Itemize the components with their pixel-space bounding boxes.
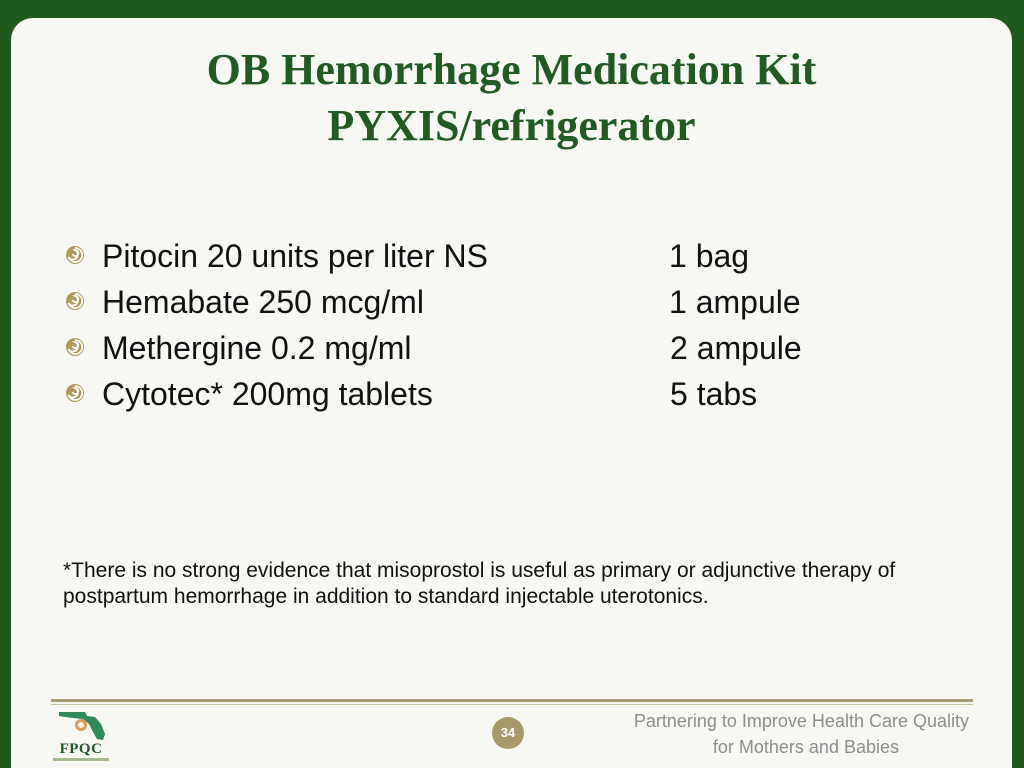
fpqc-logo (51, 708, 111, 766)
medication-list (61, 236, 961, 420)
title-line-2: PYXIS/refrigerator (327, 101, 696, 150)
medication-name: Methergine 0.2 mg/ml (102, 330, 412, 366)
medication-name: Pitocin 20 units per liter NS (102, 238, 488, 274)
swirl-bullet-icon (65, 383, 85, 403)
swirl-bullet-icon (65, 245, 85, 265)
logo-text: FPQC (59, 741, 103, 757)
medication-name: Cytotec* 200mg tablets (102, 376, 433, 412)
title-line-1: OB Hemorrhage Medication Kit (206, 45, 817, 94)
swirl-bullet-icon (65, 337, 85, 357)
tagline-line-1: Partnering to Improve Health Care Quality (633, 711, 969, 731)
slide-title (11, 42, 1012, 154)
list-item (61, 236, 961, 282)
slide (11, 18, 1012, 768)
list-item (61, 282, 961, 328)
florida-map-icon (51, 708, 111, 742)
list-item (61, 374, 961, 420)
medication-quantity: 5 tabs (670, 376, 758, 412)
footer-tagline (571, 708, 969, 760)
footer-divider (51, 699, 973, 702)
logo-underline (53, 758, 109, 761)
list-item (61, 328, 961, 374)
swirl-bullet-icon (65, 291, 85, 311)
page-number-badge: 34 (492, 717, 524, 749)
footer-divider-thin (51, 704, 973, 705)
medication-quantity: 2 ampule (670, 330, 802, 366)
medication-name: Hemabate 250 mcg/ml (102, 284, 424, 320)
footnote: *There is no strong evidence that misoprostol is useful as primary or adjunctive therapy of postpartum hemorrhage in addition to standard injectable uterotonics. (63, 559, 896, 608)
tagline-line-2: for Mothers and Babies (712, 737, 899, 757)
medication-quantity: 1 bag (669, 238, 750, 274)
medication-quantity: 1 ampule (669, 284, 801, 320)
